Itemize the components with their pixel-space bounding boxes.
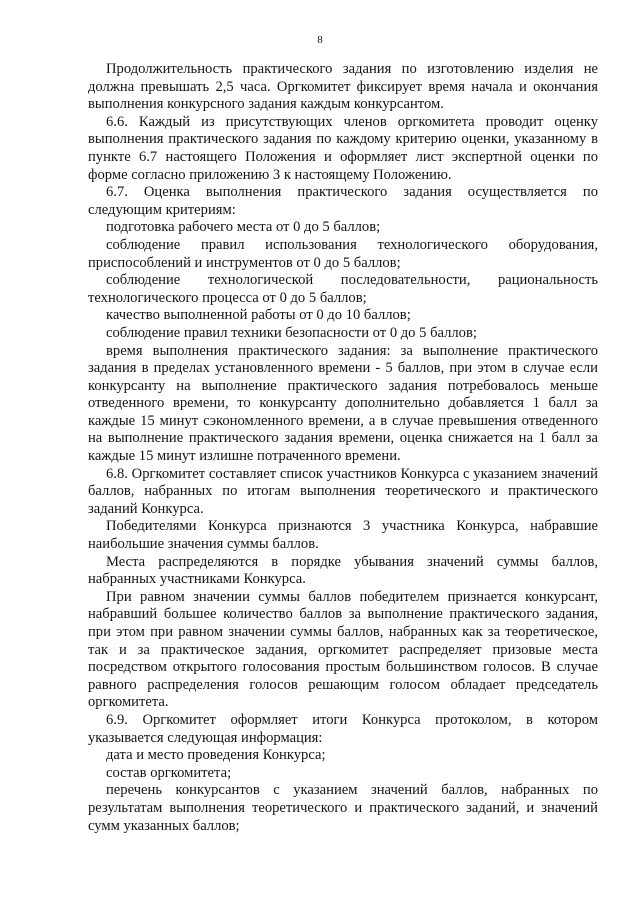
page-number: 8 [317,34,323,46]
criterion-sequence: соблюдение технологической последовательности, рациональность технологического процесса от 0 до 5 баллов; [88,272,598,306]
criterion-equipment: соблюдение правил использования технологического оборудования, приспособлений и инструментов от 0 до 5 баллов; [88,236,598,271]
criterion-quality: качество выполненной работы от 0 до 10 баллов; [106,307,411,324]
paragraph-places: Места распределяются в порядке убывания значений суммы баллов, набранных участниками Конкурса. [88,553,598,588]
paragraph-tie: При равном значении суммы баллов победителем признается конкурсант, набравший большее количество баллов за выполнение практического задания, при этом при равном значении суммы баллов, набранных как за теоретическое, так и за практическое задания, оргкомитет распределяет призовые места посредством открытого голосования простым большинством голосов. В случае равного распределения голосов решающим голосом обладает председатель оргкомитета. [88,588,598,711]
paragraph-6-6: 6.6. Каждый из присутствующих членов оргкомитета проводит оценку выполнения практического задания по каждому критерию оценки, указанному в пункте 6.7 настоящего Положения и оформляет лист экспертной оценки по форме согласно приложению 3 к настоящему Положению. [88,113,598,183]
document-body [88,61,598,835]
protocol-item-date: дата и место проведения Конкурса; [106,747,326,764]
protocol-item-contestants: перечень конкурсантов с указанием значений баллов, набранных по результатам выполнения теоретического и практического заданий, и значений сумм указанных баллов; [88,782,598,834]
protocol-item-committee: состав оргкомитета; [106,764,232,781]
paragraph-6-9: 6.9. Оргкомитет оформляет итоги Конкурса протоколом, в котором указывается следующая информация: [88,711,598,746]
paragraph-6-8: 6.8. Оргкомитет составляет список участников Конкурса с указанием значений баллов, набранных по итогам выполнения теоретического и практического заданий Конкурса. [88,465,598,517]
paragraph-6-7: 6.7. Оценка выполнения практического задания осуществляется по следующим критериям: [88,184,598,218]
paragraph-duration: Продолжительность практического задания по изготовлению изделия не должна превышать 2,5 часа. Оргкомитет фиксирует время начала и окончания выполнения конкурсного задания каждым конкурсантом. [88,61,598,113]
criterion-workplace: подготовка рабочего места от 0 до 5 баллов; [106,219,381,236]
paragraph-winners: Победителями Конкурса признаются 3 участника Конкурса, набравшие наибольшие значения суммы баллов. [88,518,598,553]
criterion-safety: соблюдение правил техники безопасности от 0 до 5 баллов; [106,324,477,341]
criterion-time: время выполнения практического задания: за выполнение практического задания в пределах установленного времени - 5 баллов, при этом в случае если конкурсанту на выполнение практического задания потребовалось меньше отведенного времени, то конкурсанту дополнительно добавляется 1 балл за каждые 15 минут сэкономленного времени, а в случае превышения отведенного на выполнение практического задания времени, оценка снижается на 1 балл за каждые 15 минут излишне потраченного времени. [88,342,598,465]
